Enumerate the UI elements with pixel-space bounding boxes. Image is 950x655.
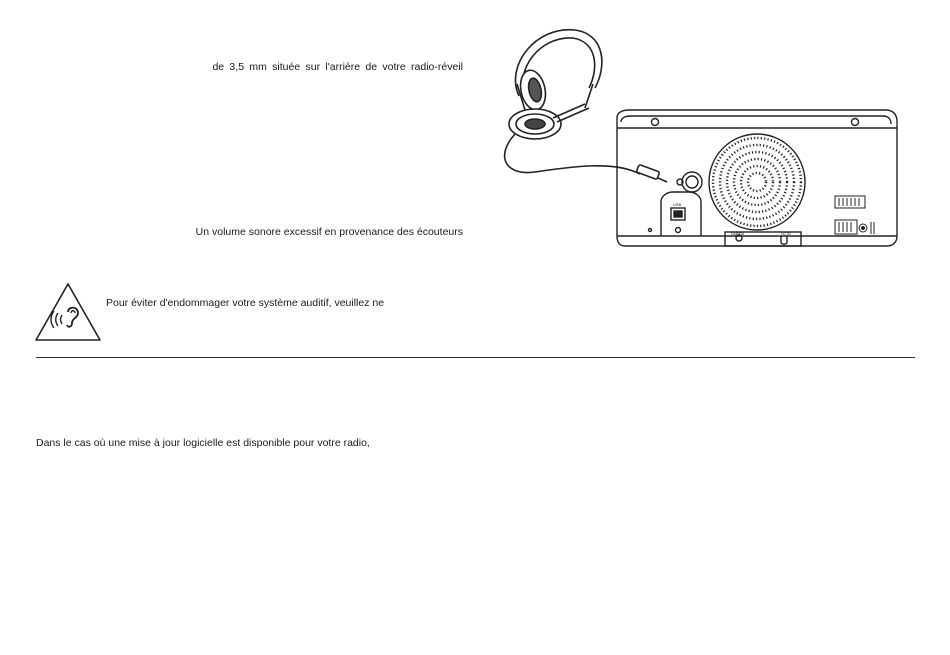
excessive-volume-text: Un volume sonore excessif en provenance des écouteurs [195,226,463,238]
section-divider [36,357,915,358]
usb-port-label: USB [673,202,682,207]
headphone-jack-text: de 3,5 mm située sur l'arrière de votre radio-réveil [212,61,463,73]
hearing-warning-text: Pour éviter d'endommager votre système auditif, veuillez ne [106,297,385,309]
hearing-warning-icon [34,282,102,342]
headphones-icon [505,30,667,182]
radio-headphones-illustration [495,26,905,250]
dc-in-port-label: DC IN [781,232,791,236]
antenna-port-label: DAB/FM [731,232,745,236]
software-update-text: Dans le cas où une mise à jour logicielle est disponible pour votre radio, [36,437,370,449]
